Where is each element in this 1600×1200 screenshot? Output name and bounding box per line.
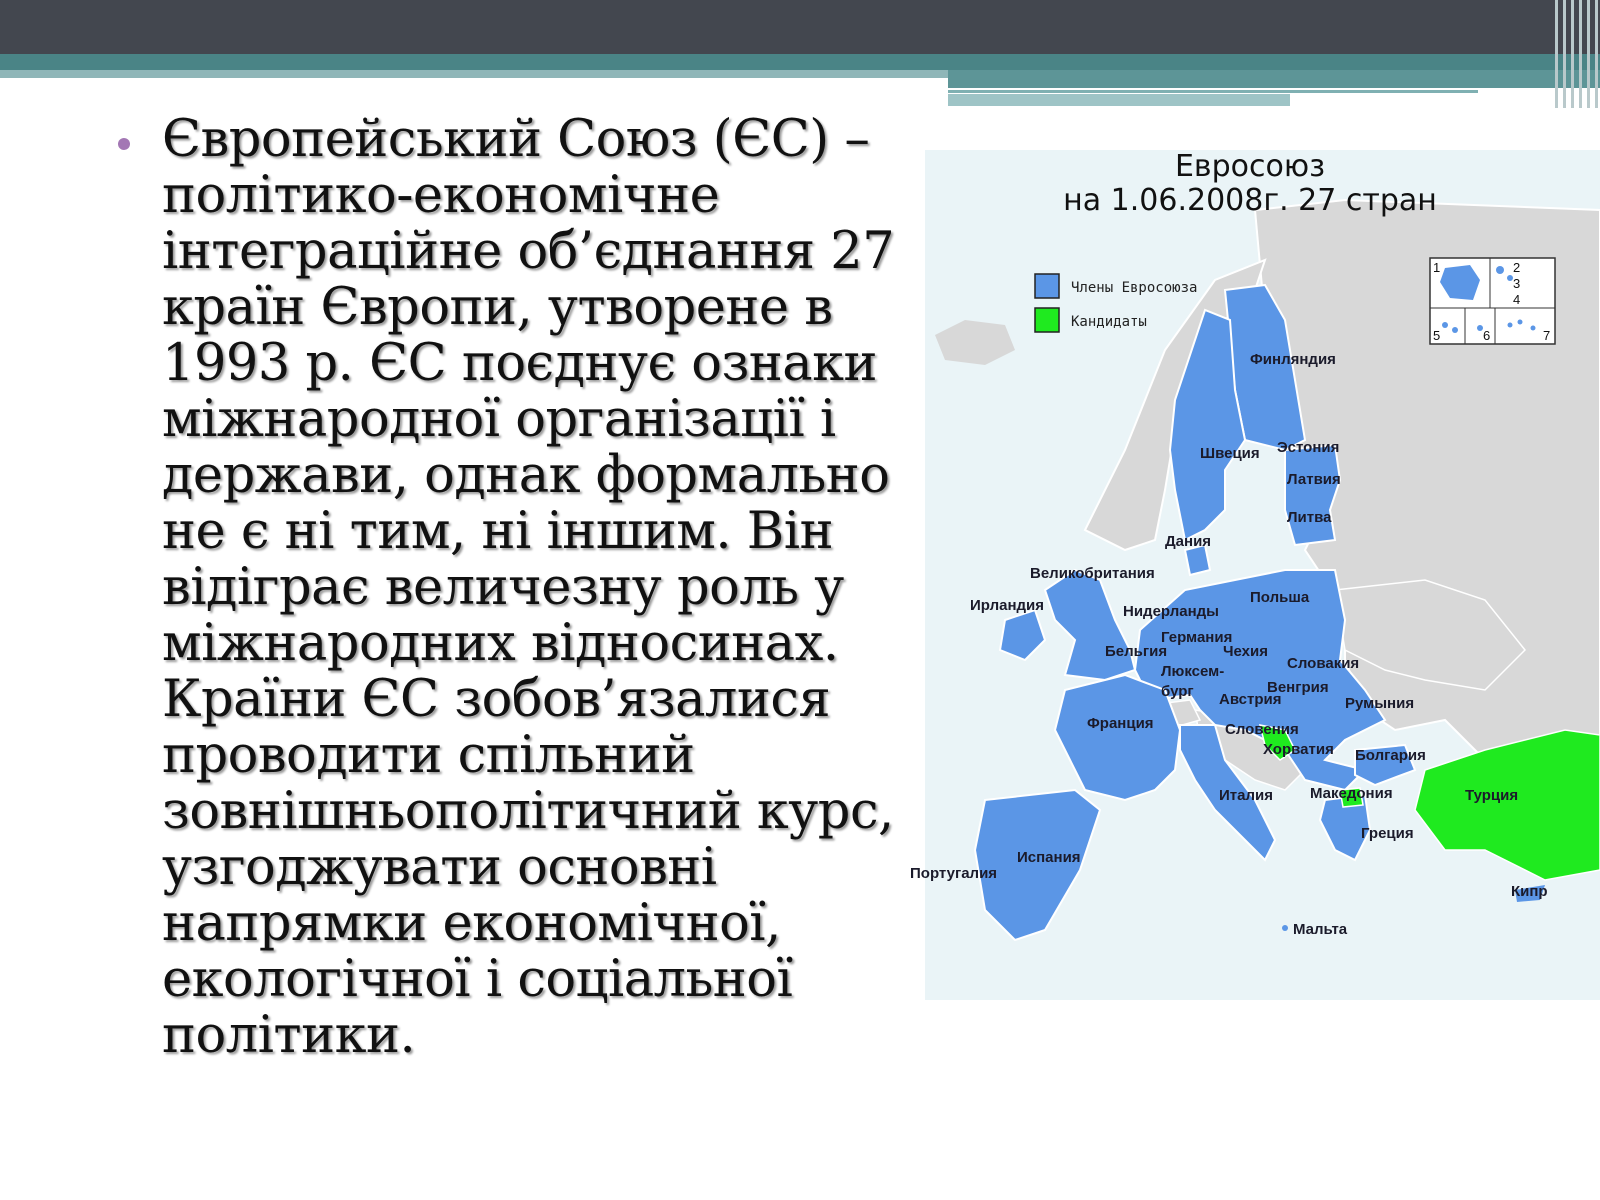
- inset-number-3: 3: [1513, 276, 1521, 291]
- label-macedonia: Македония: [1310, 785, 1393, 802]
- label-germany: Германия: [1161, 629, 1233, 646]
- label-denmark: Дания: [1165, 533, 1212, 550]
- inset-number-2: 2: [1513, 260, 1521, 275]
- eu-map-svg: [910, 149, 1600, 1000]
- label-romania: Румыния: [1345, 695, 1415, 712]
- eu-map: [910, 149, 1600, 1000]
- label-italy: Италия: [1219, 787, 1273, 804]
- label-slovakia: Словакия: [1287, 655, 1360, 672]
- label-estonia: Эстония: [1277, 439, 1340, 456]
- slide-text-block: [118, 112, 918, 1064]
- header-corner-stripes: [1553, 0, 1600, 108]
- label-belgium: Бельгия: [1105, 643, 1168, 660]
- label-lithuania: Литва: [1287, 509, 1332, 526]
- label-luxembourg-1: Люксем-: [1161, 663, 1225, 680]
- label-turkey: Турция: [1465, 787, 1519, 804]
- map-subtitle: на 1.06.2008г. 27 стран: [1063, 183, 1437, 218]
- legend-swatch-members: [1035, 274, 1059, 298]
- label-portugal: Португалия: [910, 865, 998, 882]
- label-croatia: Хорватия: [1263, 741, 1334, 758]
- label-malta: Мальта: [1293, 921, 1348, 938]
- header-thin-line-lower: [948, 94, 1290, 106]
- label-latvia: Латвия: [1287, 471, 1341, 488]
- header-thin-line: [948, 90, 1478, 93]
- legend-swatch-candidates: [1035, 308, 1059, 332]
- bullet-icon: [118, 138, 130, 150]
- label-hungary: Венгрия: [1267, 679, 1329, 696]
- header-teal-band: [0, 54, 1600, 70]
- label-cyprus: Кипр: [1511, 883, 1548, 900]
- inset-number-1: 1: [1433, 260, 1441, 275]
- label-ireland: Ирландия: [970, 597, 1044, 614]
- inset-number-4: 4: [1513, 292, 1521, 307]
- label-poland: Польша: [1250, 589, 1310, 606]
- label-bulgaria: Болгария: [1355, 747, 1426, 764]
- label-spain: Испания: [1017, 849, 1081, 866]
- map-title: Евросоюз: [1174, 149, 1326, 184]
- label-luxembourg-2: бург: [1161, 683, 1194, 700]
- member-malta: [1282, 925, 1288, 931]
- label-greece: Греция: [1361, 825, 1414, 842]
- label-czechia: Чехия: [1223, 643, 1268, 660]
- inset-number-6: 6: [1483, 328, 1491, 343]
- slide-header-bar: [0, 0, 1600, 54]
- label-slovenia: Словения: [1225, 721, 1299, 738]
- label-sweden: Швеция: [1200, 445, 1260, 462]
- label-france: Франция: [1087, 715, 1154, 732]
- label-netherlands: Нидерланды: [1123, 603, 1219, 620]
- member-baltics: [1285, 445, 1340, 545]
- map-inset: [1430, 258, 1555, 344]
- inset-number-5: 5: [1433, 328, 1441, 343]
- header-light-band: [0, 70, 948, 78]
- inset-number-7: 7: [1543, 328, 1551, 343]
- legend-label-candidates: Кандидаты: [1071, 314, 1147, 330]
- label-uk: Великобритания: [1030, 565, 1155, 582]
- header-teal-band-right: [948, 70, 1600, 88]
- slide-paragraph: Європейський Союз (ЄС) – політико-економічне інтеграційне об’єднання 27 країн Європи, утворене в 1993 р. ЄС поєднує ознаки міжнародної організації і держави, однак формально не є ні тим, ні іншим. Він відіграє величезну роль у міжнародних відносинах. Країни ЄС зобов’язалися проводити спільний зовнішньополітичний курс, узгоджувати основні напрямки економічної, екологічної і соціальної політики.: [162, 110, 895, 1065]
- legend-label-members: Члены Евросоюза: [1071, 280, 1198, 296]
- label-austria: Австрия: [1219, 691, 1282, 708]
- label-finland: Финляндия: [1250, 351, 1336, 368]
